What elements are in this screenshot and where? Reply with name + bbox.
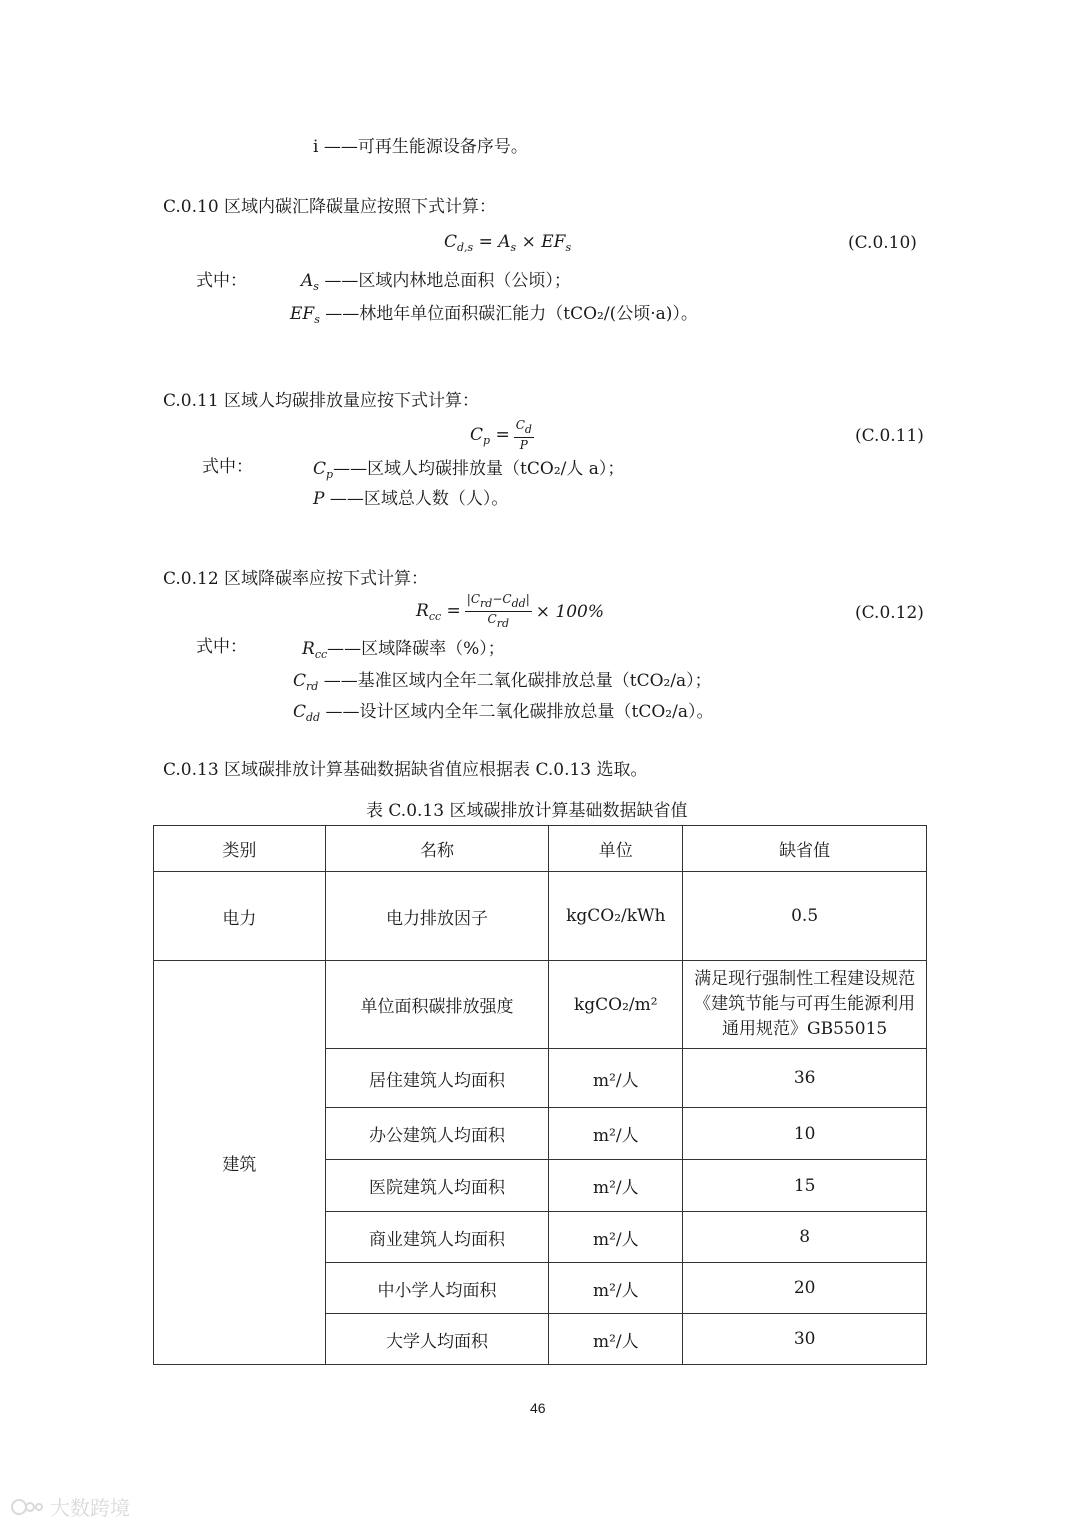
value-cell: 30: [683, 1314, 927, 1365]
unit-cell: m²/人: [549, 1263, 683, 1314]
value-cell: 0.5: [683, 872, 927, 961]
header-default-value: 缺省值: [683, 826, 927, 872]
value-cell: 8: [683, 1212, 927, 1263]
name-cell: 医院建筑人均面积: [325, 1160, 549, 1212]
definition-Cp: $C_p——$区域人均碳排放量（tCO₂/人 a）；: [313, 459, 625, 481]
watermark: [10, 1492, 130, 1521]
name-cell: 居住建筑人均面积: [325, 1049, 549, 1108]
unit-cell: m²/人: [549, 1160, 683, 1212]
table-caption: 表 C.0.13 区域碳排放计算基础数据缺省值: [366, 801, 688, 821]
where-label: 式中：: [196, 637, 247, 657]
watermark-text: 大数跨境: [50, 1496, 130, 1520]
unit-cell: m²/人: [549, 1049, 683, 1108]
table-row: [154, 872, 927, 961]
default-values-table: [153, 825, 927, 1365]
name-cell: 商业建筑人均面积: [325, 1212, 549, 1263]
header-category: 类别: [154, 826, 326, 872]
where-label: 式中：: [202, 457, 253, 477]
value-cell: 20: [683, 1263, 927, 1314]
unit-cell: kgCO₂/m²: [549, 961, 683, 1049]
definition-Crd: $C_{rd}$ ——基准区域内全年二氧化碳排放总量（tCO₂/a）；: [293, 671, 712, 693]
category-cell: 建筑: [154, 961, 326, 1365]
header-name: 名称: [325, 826, 549, 872]
watermark-logo-icon: [10, 1496, 44, 1518]
header-unit: 单位: [549, 826, 683, 872]
unit-cell: m²/人: [549, 1212, 683, 1263]
formula-c012: $R_{cc}$ = $\frac{\text{|Crd−Cdd|}}{\text{Crd}}$ × 100%: [416, 592, 604, 630]
name-cell: 大学人均面积: [325, 1314, 549, 1365]
formula-c011: $C_p$ = $\frac{Cd}{P}$: [470, 418, 532, 452]
definition-Cdd: $C_{dd}$ ——设计区域内全年二氧化碳排放总量（tCO₂/a）。: [293, 702, 714, 724]
name-cell: 电力排放因子: [325, 872, 549, 961]
table-header-row: [154, 826, 927, 872]
definition-P: P ——区域总人数（人）。: [313, 489, 509, 509]
definition-EFs: $EF_s$ ——林地年单位面积碳汇能力（tCO₂/(公顷·a)）。: [290, 304, 698, 326]
equation-number-c010: (C.0.10): [848, 233, 917, 253]
formula-c010: $C_{d,s} = A_s \times EF_s$: [444, 232, 572, 254]
name-cell: 办公建筑人均面积: [325, 1108, 549, 1160]
unit-cell: kgCO₂/kWh: [549, 872, 683, 961]
section-c011-heading: C.0.11 区域人均碳排放量应按下式计算：: [163, 391, 480, 411]
section-c012-heading: C.0.12 区域降碳率应按下式计算：: [163, 569, 429, 589]
definition-As: $A_s$ ——区域内林地总面积（公顷）；: [301, 271, 571, 293]
section-c010-heading: C.0.10 区域内碳汇降碳量应按照下式计算：: [163, 197, 497, 217]
unit-cell: m²/人: [549, 1314, 683, 1365]
where-label: 式中：: [196, 271, 247, 291]
value-cell: 15: [683, 1160, 927, 1212]
name-cell: 单位面积碳排放强度: [325, 961, 549, 1049]
equation-number-c012: (C.0.12): [855, 603, 924, 623]
variable-definition-i: i ——可再生能源设备序号。: [313, 137, 528, 157]
table-row: [154, 961, 927, 1049]
section-c013-heading: C.0.13 区域碳排放计算基础数据缺省值应根据表 C.0.13 选取。: [163, 760, 648, 780]
page-number: 46: [530, 1400, 546, 1416]
value-cell: 满足现行强制性工程建设规范《建筑节能与可再生能源利用通用规范》GB55015: [683, 961, 927, 1049]
definition-Rcc: $R_{cc}——$区域降碳率（%）；: [302, 639, 505, 661]
category-cell: 电力: [154, 872, 326, 961]
value-cell: 36: [683, 1049, 927, 1108]
equation-number-c011: (C.0.11): [855, 426, 924, 446]
value-cell: 10: [683, 1108, 927, 1160]
unit-cell: m²/人: [549, 1108, 683, 1160]
name-cell: 中小学人均面积: [325, 1263, 549, 1314]
